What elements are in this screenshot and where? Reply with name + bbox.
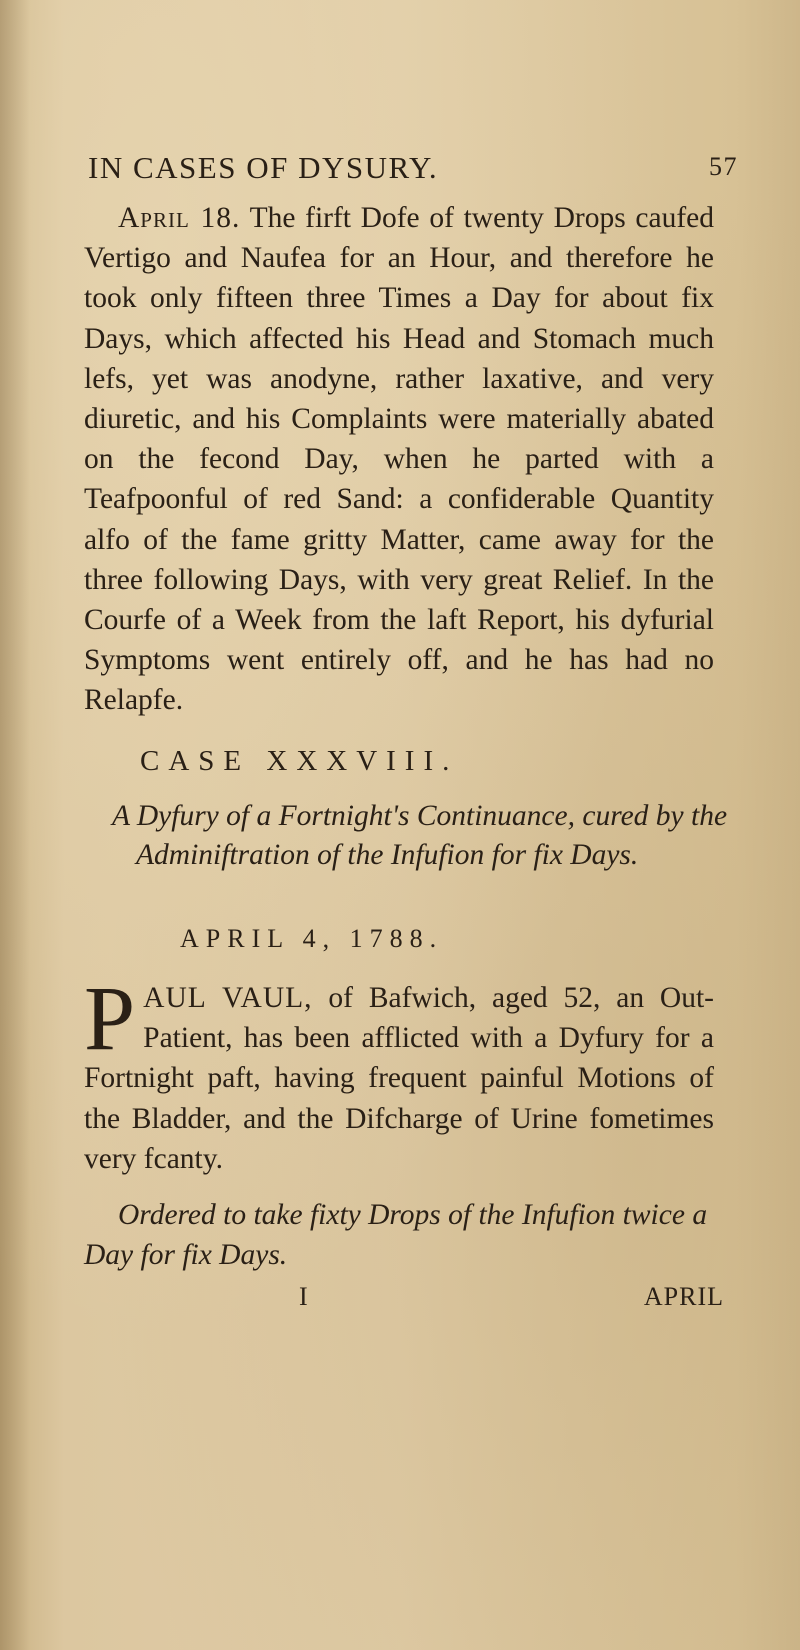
running-head-title: IN CASES OF DYSURY.	[88, 150, 439, 185]
running-head	[88, 150, 738, 190]
patient-name: AUL VAUL,	[143, 982, 313, 1014]
paragraph-patient	[84, 967, 714, 1179]
prescription-text: Ordered to take fixty Drops of the Infufion twice a Day for fix Days.	[84, 1199, 708, 1271]
paragraph-april-18	[84, 198, 714, 721]
drop-cap: P	[84, 967, 136, 1069]
page-footer	[84, 1282, 724, 1322]
case-description: A Dyfury of a Fortnight's Continuance, cured by the Adminiftration of the Infufion for fix Days.	[112, 800, 728, 871]
page-number: 57	[709, 152, 738, 181]
catchword: APRIL	[643, 1282, 724, 1311]
date-label: April 18.	[118, 202, 241, 234]
paragraph-text: The firft Dofe of twenty Drops caufed Vertigo and Naufea for an Hour, and therefore he took only fifteen three Times a Day for about fix Days, which affected his Head and Stomach much lefs, yet was anodyne, rather laxative, and very diuretic, and his Complaints were materially abated on the fecond Day, when he parted with a Teafpoonful of red Sand: a confiderable Quantity alfo of the fame gritty Matter, came away for the three following Days, with very great Relief. In the Courfe of a Week from the laft Report, his dyfurial Symptoms went entirely off, and he has had no Relapfe.	[84, 202, 715, 717]
paragraph-text: of Bafwich, aged 52, an Out-Patient, has been afflicted with a Dyfury for a Fortnight paft, having frequent painful Motions of the Bladder, and the Difcharge of Urine fometimes very fcanty.	[84, 982, 714, 1175]
page-edge-shadow	[0, 0, 30, 1650]
case-date: APRIL 4, 1788.	[180, 924, 444, 953]
signature-mark: I	[299, 1282, 308, 1311]
case-title: CASE XXXVIII.	[140, 745, 459, 777]
